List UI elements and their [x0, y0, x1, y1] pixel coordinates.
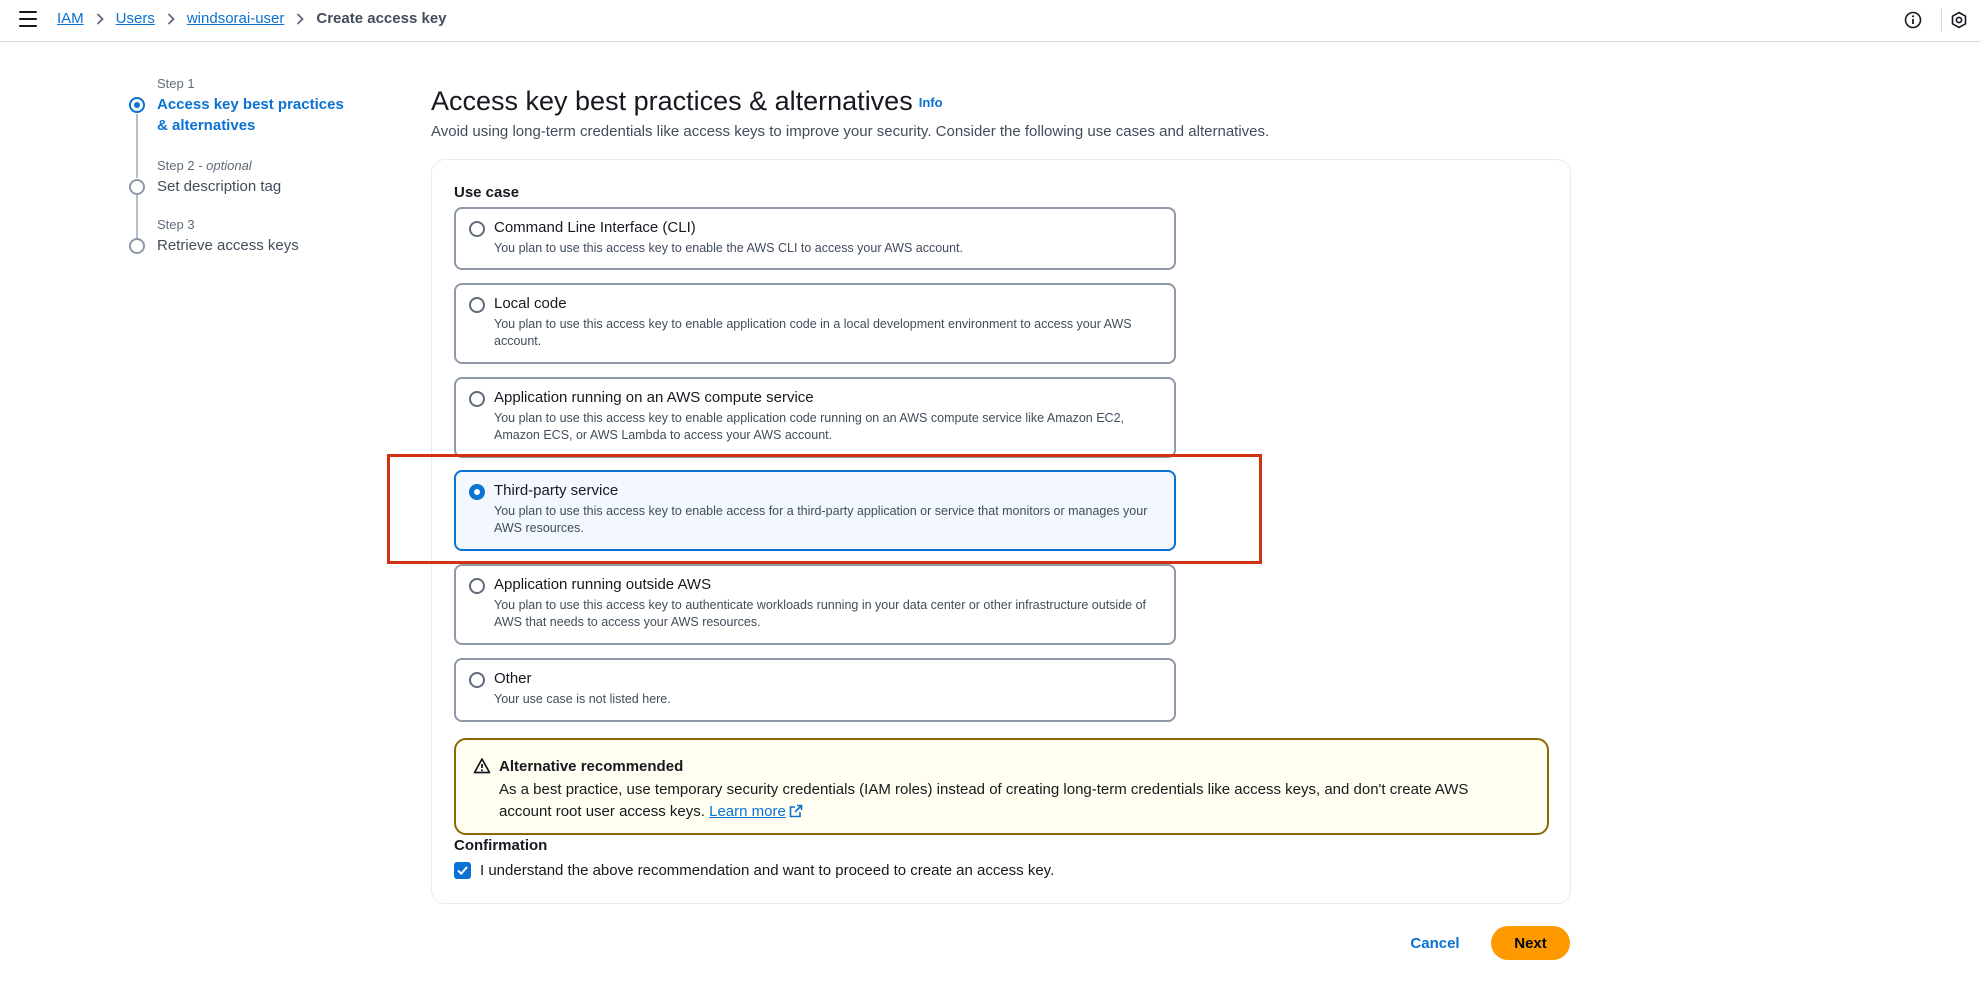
step-connector: [136, 114, 138, 178]
page-description: Avoid using long-term credentials like access keys to improve your security. Consider the following use cases and alternatives.: [431, 123, 1270, 140]
option-description: You plan to use this access key to enable access for a third-party application or service that monitors or manages your AWS resources.: [494, 504, 1148, 535]
info-icon[interactable]: [1904, 11, 1922, 29]
warning-icon: [473, 757, 491, 775]
breadcrumb-current: Create access key: [316, 10, 447, 27]
use-case-outside-aws[interactable]: [454, 564, 1176, 645]
external-link-icon[interactable]: [789, 803, 803, 817]
step-2-title[interactable]: Set description tag: [157, 178, 282, 195]
radio-button[interactable]: [469, 297, 485, 313]
chevron-right-icon: [167, 13, 175, 25]
use-case-cli[interactable]: [454, 207, 1176, 270]
breadcrumb-iam[interactable]: IAM: [57, 10, 84, 27]
use-case-label: Use case: [454, 184, 520, 201]
option-title: Application running outside AWS: [494, 576, 712, 593]
confirmation-checkbox-label[interactable]: I understand the above recommendation and want to proceed to create an access key.: [480, 862, 1055, 879]
step-2-num-text: Step 2: [157, 158, 195, 173]
use-case-local-code[interactable]: [454, 283, 1176, 364]
confirmation-label: Confirmation: [454, 837, 548, 854]
alert-body: [499, 779, 1499, 823]
cancel-button[interactable]: Cancel: [1400, 926, 1470, 960]
step-1-title[interactable]: Access key best practices & alternatives: [157, 96, 344, 134]
top-bar: [0, 0, 1980, 42]
step-1-indicator: [129, 97, 145, 113]
option-description: You plan to use this access key to enable application code in a local development environment to access your AWS account.: [494, 317, 1132, 348]
alert-text: As a best practice, use temporary security credentials (IAM roles) instead of creating long-term credentials like access keys, and don't create AWS account root user access keys.: [499, 781, 1469, 820]
step-1-number: Step 1: [157, 76, 195, 91]
option-description: You plan to use this access key to authenticate workloads running in your data center or other infrastructure outside of AWS that needs to access your AWS resources.: [494, 598, 1147, 629]
use-case-aws-compute[interactable]: [454, 377, 1176, 458]
option-title: Application running on an AWS compute service: [494, 389, 814, 406]
step-2-number: [157, 158, 252, 173]
radio-button[interactable]: [469, 221, 485, 237]
option-title: Third-party service: [494, 482, 619, 499]
option-title: Local code: [494, 295, 567, 312]
radio-button[interactable]: [469, 672, 485, 688]
page-title-text: Access key best practices & alternatives: [431, 86, 913, 116]
breadcrumb: [57, 10, 447, 27]
chevron-right-icon: [96, 13, 104, 25]
radio-button[interactable]: [469, 391, 485, 407]
use-case-other[interactable]: [454, 658, 1176, 722]
alert-title: Alternative recommended: [499, 758, 684, 775]
option-description: You plan to use this access key to enable the AWS CLI to access your AWS account.: [494, 241, 964, 255]
step-2-optional: - optional: [198, 158, 252, 173]
option-description: You plan to use this access key to enable application code running on an AWS compute service like Amazon EC2, Amazon ECS, or AWS Lambda to access your AWS account.: [494, 411, 1125, 442]
next-button[interactable]: Next: [1491, 926, 1570, 960]
divider: [1941, 8, 1942, 32]
settings-icon[interactable]: [1950, 11, 1968, 29]
option-title: Command Line Interface (CLI): [494, 219, 696, 236]
breadcrumb-users[interactable]: Users: [115, 10, 155, 27]
breadcrumb-user[interactable]: windsorai-user: [186, 10, 285, 27]
option-description: Your use case is not listed here.: [494, 692, 671, 706]
menu-icon[interactable]: [19, 11, 37, 27]
checkmark-icon: [456, 864, 469, 877]
info-link[interactable]: Info: [918, 95, 943, 111]
chevron-right-icon: [296, 13, 304, 25]
use-case-third-party[interactable]: [454, 470, 1176, 551]
option-title: Other: [494, 670, 532, 687]
alternative-alert: [454, 738, 1549, 835]
radio-button[interactable]: [469, 578, 485, 594]
confirmation-checkbox[interactable]: [454, 862, 471, 879]
radio-button-selected[interactable]: [469, 484, 485, 500]
step-3-number: Step 3: [157, 217, 195, 232]
step-3-indicator: [129, 238, 145, 254]
step-connector: [136, 195, 138, 239]
step-3-title[interactable]: Retrieve access keys: [157, 237, 299, 254]
page-title: [431, 86, 943, 117]
step-2-indicator: [129, 179, 145, 195]
learn-more-link[interactable]: Learn more: [709, 803, 786, 820]
